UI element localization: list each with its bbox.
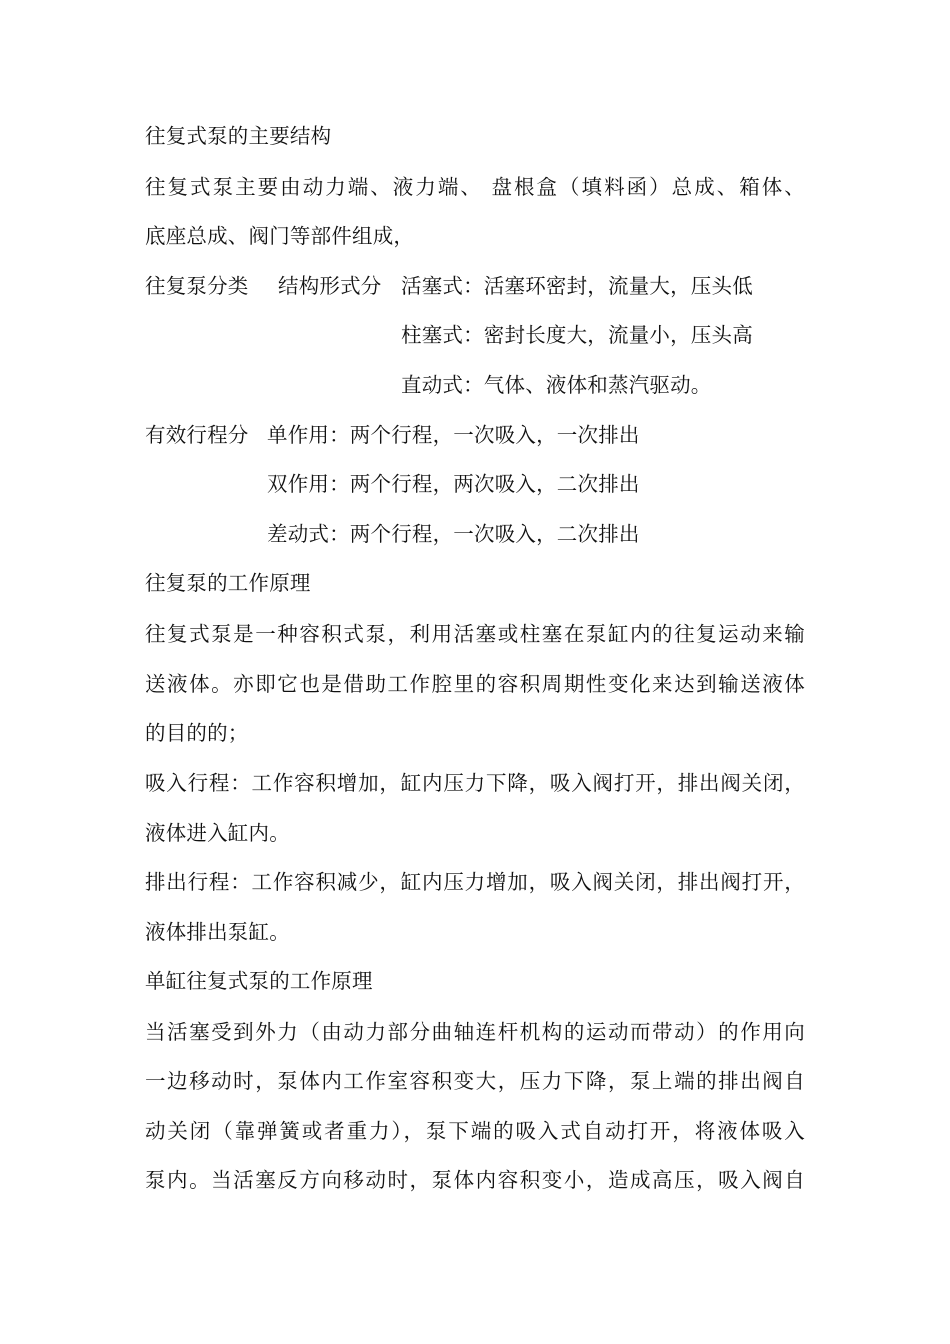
paragraph-line: 一边移动时，泵体内工作室容积变大，压力下降，泵上端的排出阀自 xyxy=(145,1069,805,1093)
paragraph-line: 的目的的； xyxy=(145,721,249,745)
stroke-item: 差动式：两个行程，一次吸入，二次排出 xyxy=(267,522,640,546)
structure-item: 直动式：气体、液体和蒸汽驱动。 xyxy=(401,373,712,397)
heading-main-structure: 往复式泵的主要结构 xyxy=(145,124,332,148)
paragraph-line: 当活塞受到外力（由动力部分曲轴连杆机构的运动而带动）的作用向 xyxy=(145,1020,805,1044)
stroke-item: 单作用：两个行程，一次吸入，一次排出 xyxy=(267,423,640,447)
paragraph-line: 液体进入缸内。 xyxy=(145,821,290,845)
by-structure-label: 结构形式分 xyxy=(278,274,382,298)
by-stroke-label: 有效行程分 xyxy=(145,423,249,447)
heading-single-cylinder: 单缸往复式泵的工作原理 xyxy=(145,969,373,993)
paragraph-line: 排出行程：工作容积减少，缸内压力增加，吸入阀关闭，排出阀打开， xyxy=(145,870,805,894)
stroke-item: 双作用：两个行程，两次吸入，二次排出 xyxy=(267,472,640,496)
structure-item: 活塞式：活塞环密封，流量大，压头低 xyxy=(401,274,753,298)
paragraph-line: 泵内。当活塞反方向移动时，泵体内容积变小，造成高压，吸入阀自 xyxy=(145,1168,805,1192)
paragraph-line: 底座总成、阀门等部件组成， xyxy=(145,224,415,248)
paragraph-line: 吸入行程：工作容积增加，缸内压力下降，吸入阀打开，排出阀关闭， xyxy=(145,771,805,795)
classification-label: 往复泵分类 xyxy=(145,274,249,298)
paragraph-line: 往复式泵是一种容积式泵，利用活塞或柱塞在泵缸内的往复运动来输 xyxy=(145,622,805,646)
paragraph-line: 送液体。亦即它也是借助工作腔里的容积周期性变化来达到输送液体 xyxy=(145,672,805,696)
paragraph-line: 动关闭（靠弹簧或者重力），泵下端的吸入式自动打开，将液体吸入 xyxy=(145,1119,805,1143)
structure-item: 柱塞式：密封长度大，流量小，压头高 xyxy=(401,323,753,347)
heading-working-principle: 往复泵的工作原理 xyxy=(145,571,311,595)
paragraph-line: 液体排出泵缸。 xyxy=(145,920,290,944)
paragraph-line: 往复式泵主要由动力端、液力端、 盘根盒（填料函）总成、箱体、 xyxy=(145,175,805,199)
